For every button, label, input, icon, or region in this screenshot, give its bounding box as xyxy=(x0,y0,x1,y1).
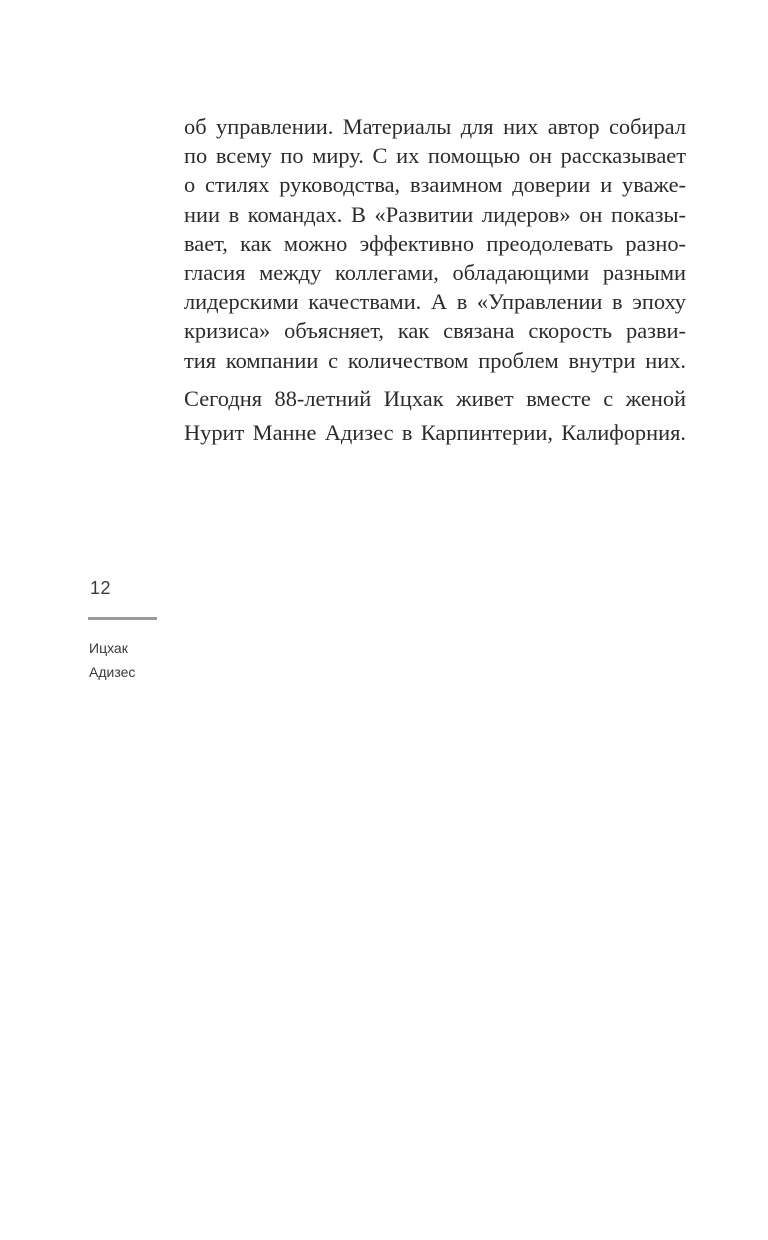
text-line: Нурит Манне Адизес в Карпинтерии, Калифорния. xyxy=(184,420,686,446)
body-text xyxy=(184,112,686,447)
text-line: тия компании с количеством проблем внутри них. xyxy=(184,347,686,373)
text-line: вает, как можно эффективно преодолевать разно- xyxy=(184,230,686,256)
text-line: Сегодня 88-летний Ицхак живет вместе с женой xyxy=(184,385,686,411)
author-last-name: Адизес xyxy=(89,664,136,680)
text-line: нии в командах. В «Развитии лидеров» он показы- xyxy=(184,201,686,227)
author-first-name: Ицхак xyxy=(89,640,128,656)
text-line: по всему по миру. С их помощью он рассказывает xyxy=(184,143,686,169)
text-line: гласия между коллегами, обладающими разными xyxy=(184,260,686,286)
text-line: лидерскими качествами. А в «Управлении в эпоху xyxy=(184,289,686,315)
text-line: об управлении. Материалы для них автор собирал xyxy=(184,114,686,139)
footer-divider xyxy=(88,617,157,620)
text-line: кризиса» объясняет, как связана скорость разви- xyxy=(184,318,686,344)
text-line: о стилях руководства, взаимном доверии и уваже- xyxy=(184,172,686,198)
page-number: 12 xyxy=(90,578,112,598)
running-head-author xyxy=(89,636,135,684)
